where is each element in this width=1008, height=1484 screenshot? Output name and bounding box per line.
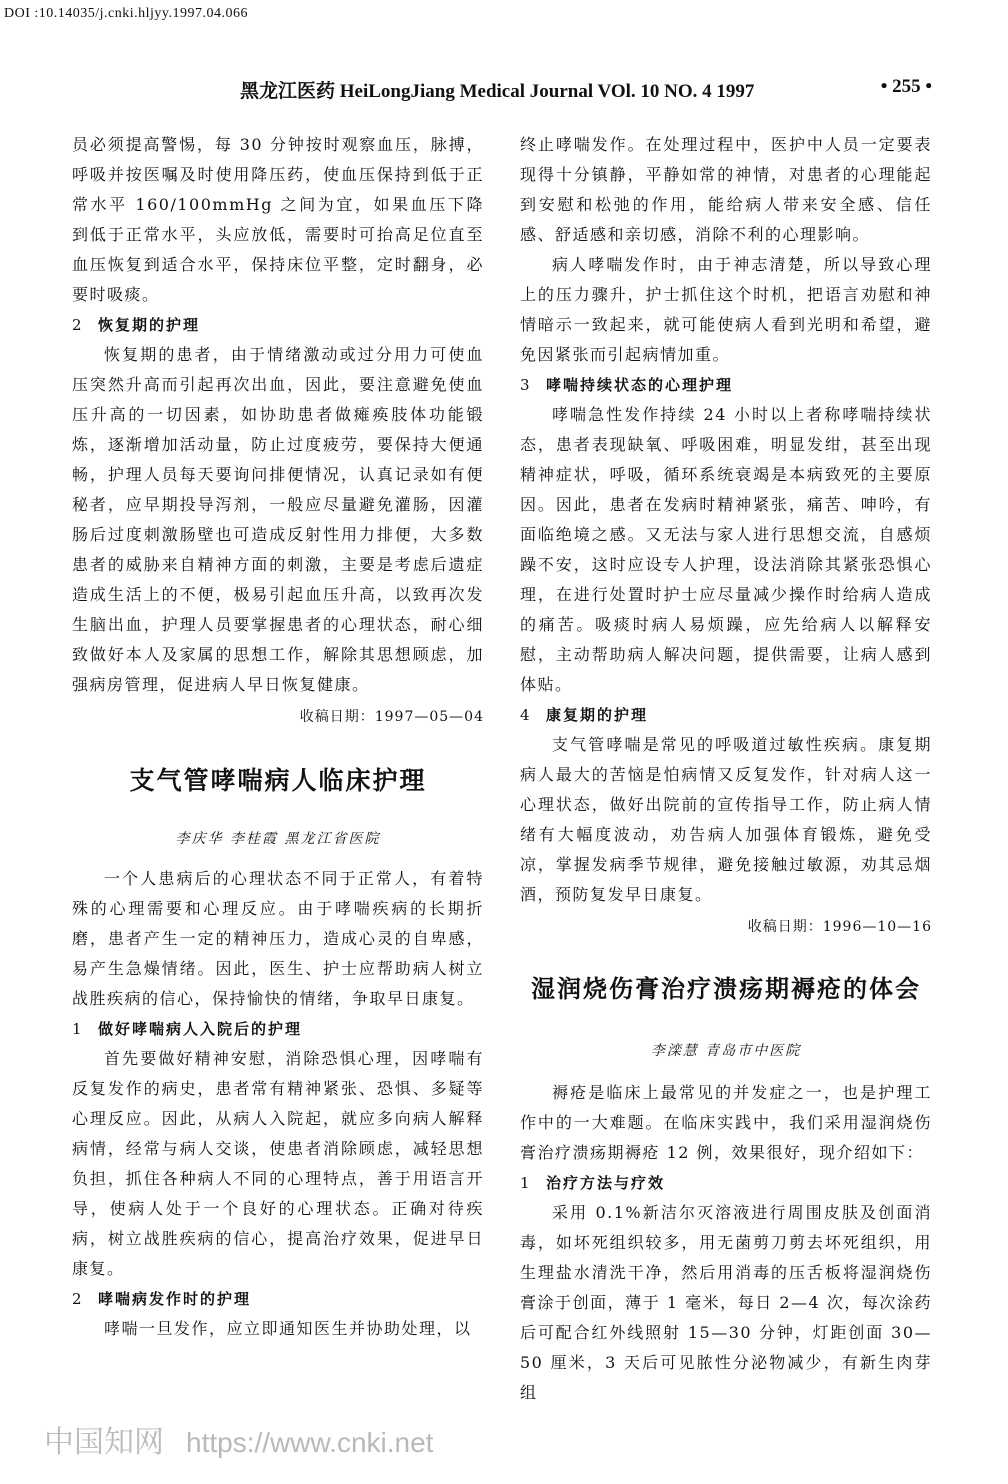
article-title: 支气管哮喘病人临床护理 bbox=[129, 766, 427, 795]
section-number: 1 bbox=[72, 1020, 82, 1038]
running-header bbox=[72, 76, 932, 104]
article-authors: 李庆华 李桂霞 黑龙江省医院 bbox=[175, 831, 381, 847]
watermark-url: https://www.cnki.net bbox=[186, 1427, 434, 1458]
received-date: 收稿日期：1997—05—04 bbox=[299, 709, 484, 725]
section-title: 恢复期的护理 bbox=[98, 316, 201, 334]
section-number: 3 bbox=[520, 376, 530, 394]
paragraph: 哮喘急性发作持续 24 小时以上者称哮喘持续状态，患者表现缺氧、呼吸困难，明显发绀，甚至出现精神症状，呼吸，循环系统衰竭是本病致死的主要原因。因此，患者在发病时精神紧张，痛苦、呻吟，有面临绝境之感。又无法与家人进行思想交流，自感烦躁不安，这时应设专人护理，设法消除其紧张恐惧心理，在进行处置时护士应尽量减少操作时给病人造成的痛苦。吸痰时病人易烦躁，应先给病人以解释安慰，主动帮助病人解决问题，提供需要，让病人感到体贴。 bbox=[520, 405, 932, 694]
left-column bbox=[72, 130, 484, 1344]
article-title: 湿润烧伤膏治疗溃疡期褥疮的体会 bbox=[531, 975, 921, 1003]
paragraph: 首先要做好精神安慰，消除恐惧心理，因哮喘有反复发作的病史，患者常有精神紧张、恐惧、多疑等心理反应。因此，从病人入院起，就应多向病人解释病情，经常与病人交谈，使患者消除顾虑，减轻思想负担，抓住各种病人不同的心理特点，善于用语言开导，使病人处于一个良好的心理状态。正确对待疾病，树立战胜疾病的信心，提高治疗效果，促进早日康复。 bbox=[72, 1049, 484, 1278]
paragraph: 支气管哮喘是常见的呼吸道过敏性疾病。康复期病人最大的苦恼是怕病情又反复发作，针对病人这一心理状态，做好出院前的宣传指导工作，防止病人情绪有大幅度波动，劝告病人加强体育锻炼，避免受凉，掌握发病季节规律，避免接触过敏源，劝其忌烟酒，预防复发早日康复。 bbox=[520, 735, 932, 904]
right-column bbox=[520, 130, 932, 1408]
section-title: 治疗方法与疗效 bbox=[546, 1174, 666, 1192]
paragraph: 终止哮喘发作。在处理过程中，医护中人员一定要表现得十分镇静，平静如常的神情，对患者的心理能起到安慰和松弛的作用，能给病人带来安全感、信任感、舒适感和亲切感，消除不利的心理影响。 bbox=[520, 135, 932, 244]
paragraph: 褥疮是临床上最常见的并发症之一，也是护理工作中的一大难题。在临床实践中，我们采用湿润烧伤膏治疗溃疡期褥疮 12 例，效果很好，现介绍如下： bbox=[520, 1083, 932, 1162]
section-heading bbox=[72, 1284, 484, 1314]
section-number: 2 bbox=[72, 316, 82, 334]
section-heading bbox=[520, 370, 932, 400]
page-number: • 255 • bbox=[880, 76, 932, 97]
section-number: 2 bbox=[72, 1290, 82, 1308]
paragraph: 员必须提高警惕，每 30 分钟按时观察血压，脉搏，呼吸并按医嘱及时使用降压药，使血压保持到低于正常水平 160/100mmHg 之间为宜，如果血压下降到低于正常水平，头应放低，需要时可抬高足位直至血压恢复到适合水平，保持床位平整，定时翻身，必要时吸痰。 bbox=[72, 135, 484, 304]
paragraph: 采用 0.1%新洁尔灭溶液进行周围皮肤及创面消毒，如坏死组织较多，用无菌剪刀剪去坏死组织，用生理盐水清洗干净，然后用消毒的压舌板将湿润烧伤膏涂于创面，薄于 1 毫米，每日 2—4 次，每次涂药后可配合红外线照射 15—30 分钟，灯距创面 30—50 厘米，3 天后可见脓性分泌物减少，有新生肉芽组 bbox=[520, 1203, 932, 1402]
received-date: 收稿日期：1996—10—16 bbox=[747, 919, 932, 935]
section-number: 4 bbox=[520, 706, 530, 724]
journal-title: 黑龙江医药 HeiLongJiang Medical Journal VOl. 10 NO. 4 1997 bbox=[240, 81, 755, 102]
paragraph: 病人哮喘发作时，由于神志清楚，所以导致心理上的压力骤升，护士抓住这个时机，把语言劝慰和神情暗示一致起来，就可能使病人看到光明和希望，避免因紧张而引起病情加重。 bbox=[520, 255, 932, 364]
section-title: 康复期的护理 bbox=[546, 706, 649, 724]
section-title: 做好哮喘病人入院后的护理 bbox=[98, 1020, 303, 1038]
paragraph: 哮喘一旦发作，应立即通知医生并协助处理，以 bbox=[104, 1319, 472, 1338]
paragraph: 恢复期的患者，由于情绪激动或过分用力可使血压突然升高而引起再次出血，因此，要注意避免使血压升高的一切因素，如协助患者做瘫痪肢体功能锻炼，逐渐增加活动量，防止过度疲劳，要保持大便通畅，护理人员每天要询问排便情况，认真记录如有便秘者，应早期投导泻剂，一般应尽量避免灌肠，因灌肠后过度刺激肠壁也可造成反射性用力排便，大多数患者的威胁来自精神方面的刺激，主要是考虑后遗症造成生活上的不便，极易引起血压升高，以致再次发生脑出血，护理人员要掌握患者的心理状态，耐心细致做好本人及家属的思想工作，解除其思想顾虑，加强病房管理，促进病人早日恢复健康。 bbox=[72, 345, 484, 694]
paragraph: 一个人患病后的心理状态不同于正常人，有着特殊的心理需要和心理反应。由于哮喘疾病的长期折磨，患者产生一定的精神压力，造成心灵的自卑感，易产生急燥情绪。因此，医生、护士应帮助病人树立战胜疾病的信心，保持愉快的情绪，争取早日康复。 bbox=[72, 869, 484, 1008]
article-authors: 李滦慧 青岛市中医院 bbox=[650, 1043, 802, 1059]
section-title: 哮喘病发作时的护理 bbox=[98, 1290, 252, 1308]
section-heading bbox=[520, 700, 932, 730]
section-heading bbox=[72, 1014, 484, 1044]
section-heading bbox=[72, 310, 484, 340]
watermark-brand: 中国知网 bbox=[44, 1425, 164, 1460]
cnki-watermark bbox=[44, 1417, 433, 1461]
section-heading bbox=[520, 1168, 932, 1198]
section-title: 哮喘持续状态的心理护理 bbox=[546, 376, 734, 394]
section-number: 1 bbox=[520, 1174, 530, 1192]
doi-line: DOI :10.14035/j.cnki.hljyy.1997.04.066 bbox=[4, 6, 249, 21]
